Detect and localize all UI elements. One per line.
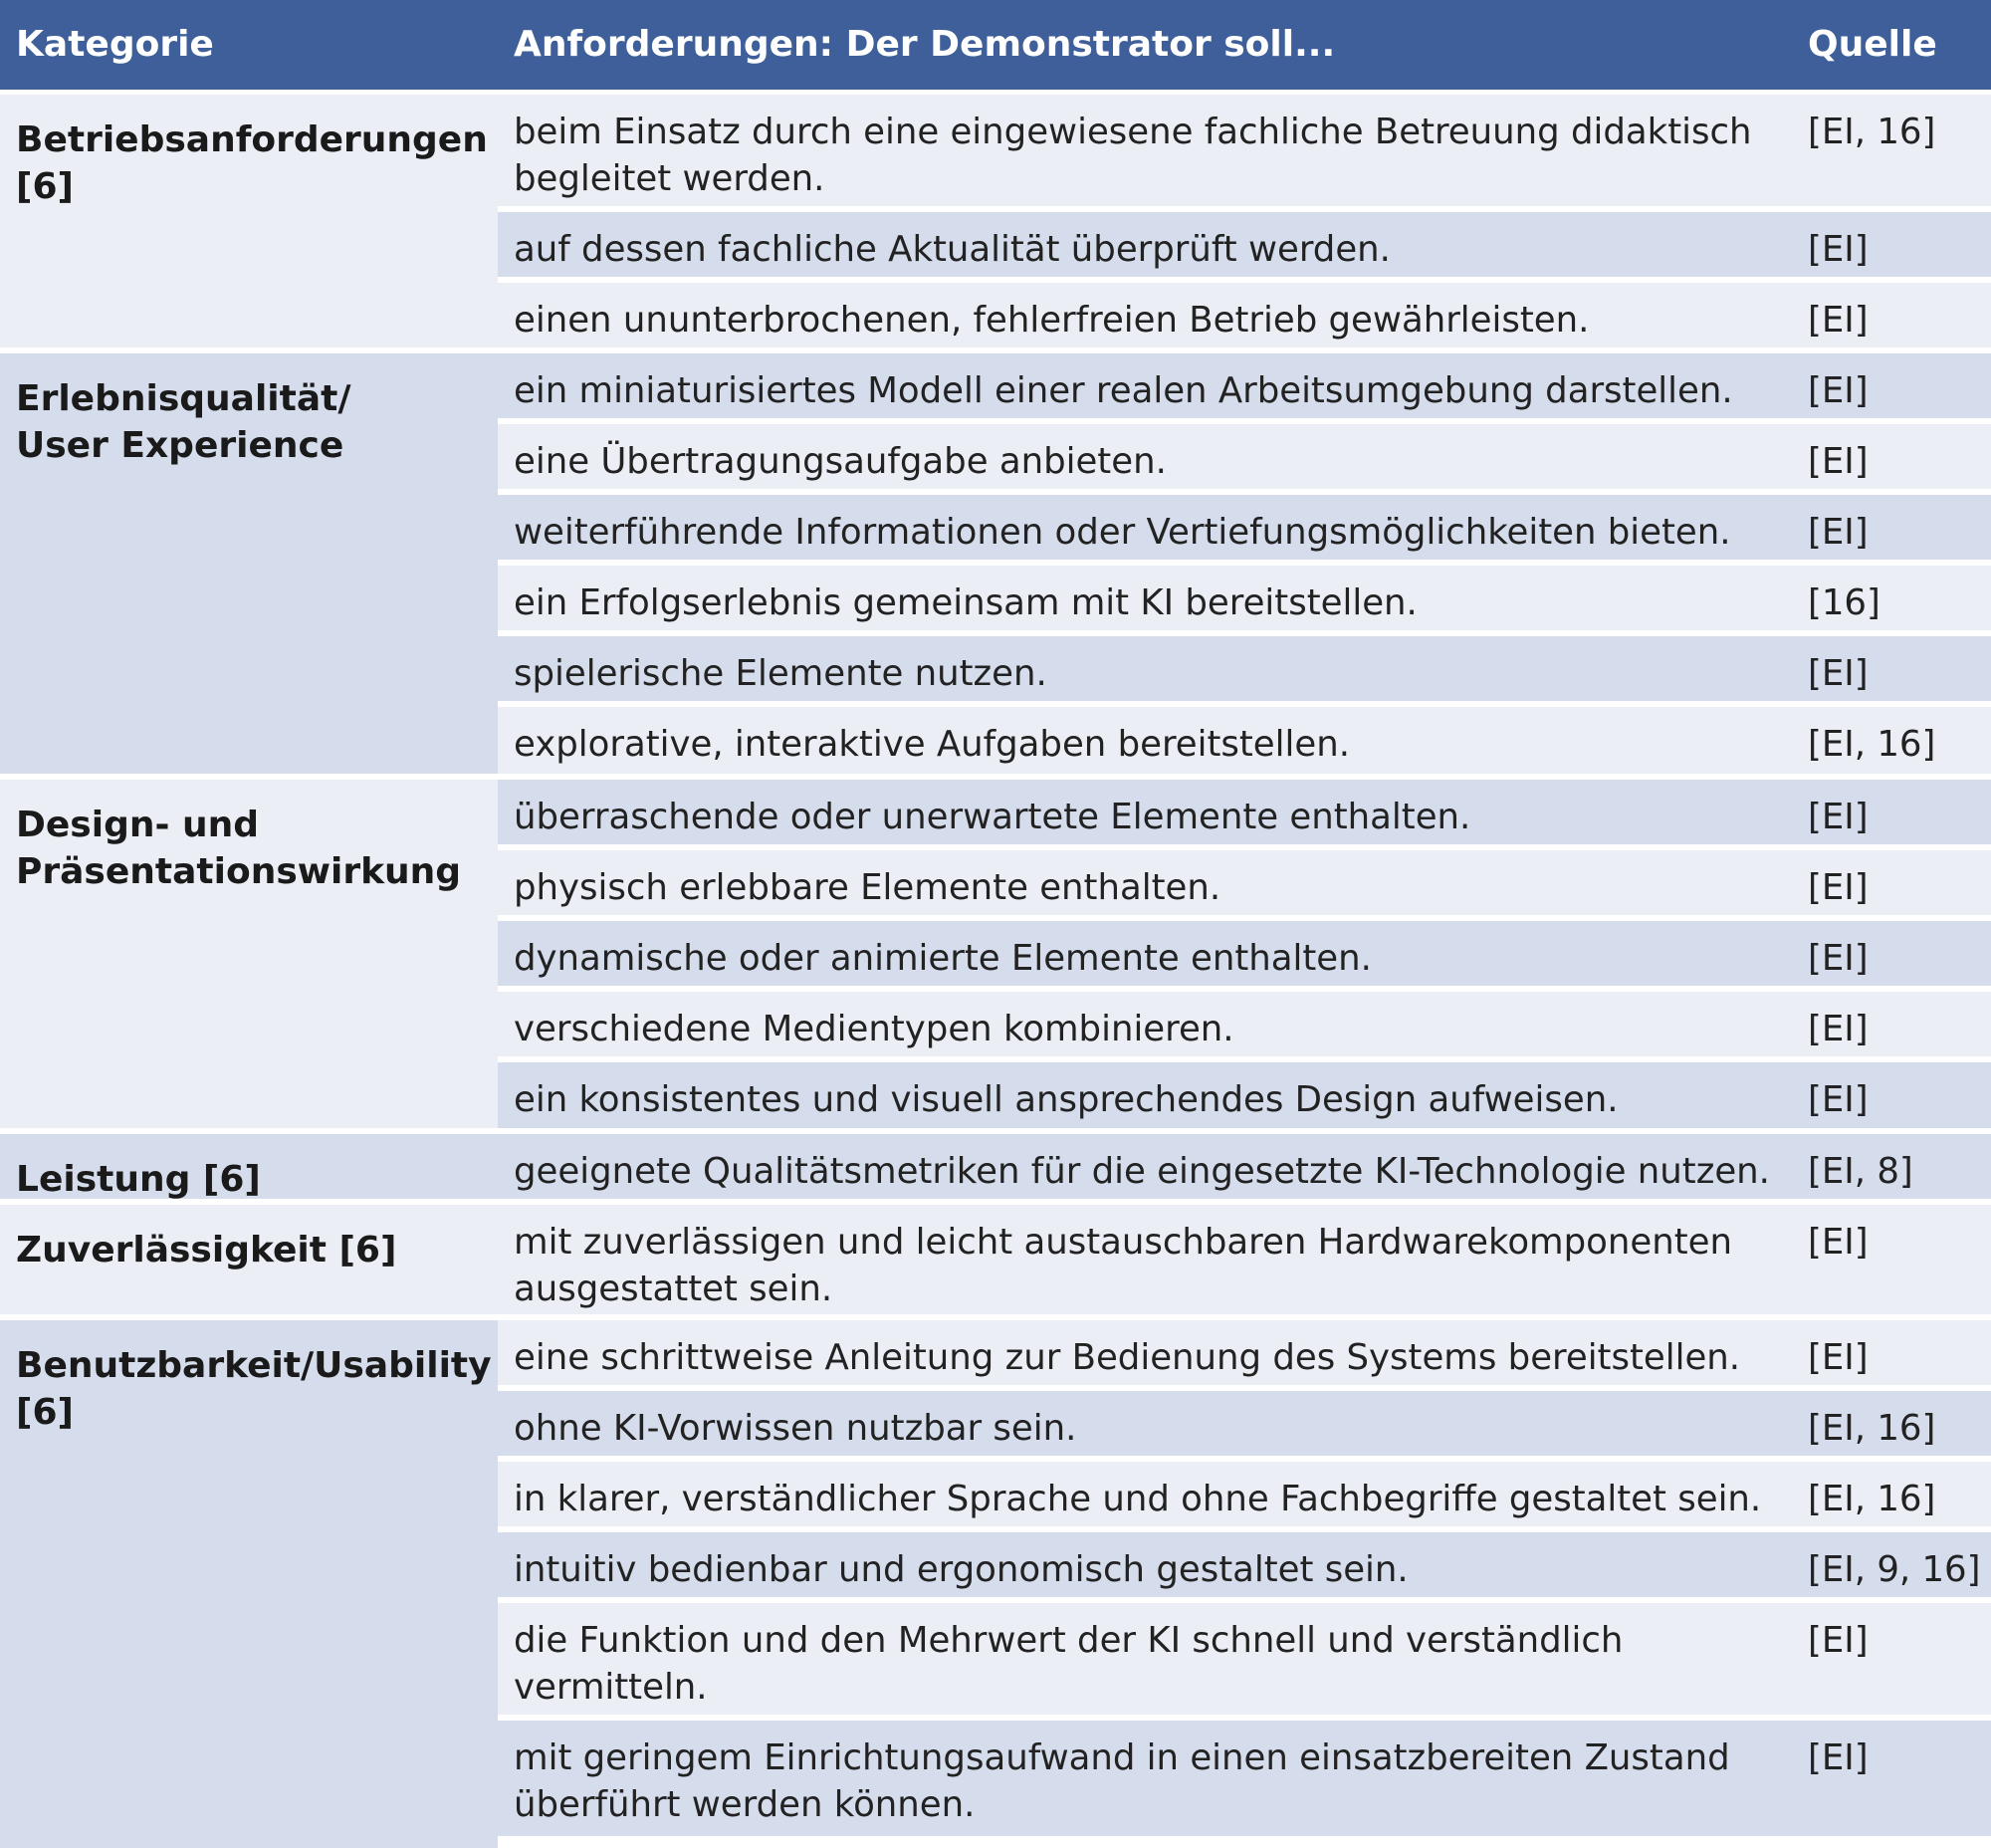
- requirement-text: einen ununterbrochenen, fehlerfreien Betrieb gewährleisten.: [514, 300, 1590, 341]
- table-row: [498, 424, 1991, 489]
- requirement-text: weiterführende Informationen oder Vertiefungsmöglichkeiten bieten.: [514, 512, 1731, 553]
- source-text: [EI, 16]: [1808, 1408, 1936, 1449]
- table-row: [498, 992, 1991, 1056]
- source-text: [EI]: [1808, 1737, 1869, 1778]
- source-text: [EI, 16]: [1808, 724, 1936, 765]
- table-row: [498, 1721, 1991, 1836]
- source-text: [EI]: [1808, 1009, 1869, 1049]
- category-cell: [0, 1134, 498, 1199]
- table-row: [498, 1603, 1991, 1715]
- requirement-text: ein miniaturisiertes Modell einer realen Arbeitsumgebung darstellen.: [514, 370, 1733, 411]
- requirement-text: in klarer, verständlicher Sprache und ohne Fachbegriffe gestaltet sein.: [514, 1479, 1762, 1519]
- table-row: [498, 636, 1991, 701]
- source-text: [EI]: [1808, 1222, 1869, 1263]
- requirement-text: mit geringem Einrichtungsaufwand in einen einsatzbereiten Zustand überführt werden können.: [514, 1737, 1730, 1825]
- category-cell: [0, 780, 498, 1128]
- header-anforderungen: Anforderungen: Der Demonstrator soll...: [514, 24, 1336, 65]
- table-row: [498, 850, 1991, 915]
- requirement-text: physisch erlebbare Elemente enthalten.: [514, 867, 1221, 908]
- source-text: [EI]: [1808, 300, 1869, 341]
- source-text: [EI, 16]: [1808, 1479, 1936, 1519]
- table-row: [498, 1532, 1991, 1597]
- header-quelle: Quelle: [1808, 24, 1937, 65]
- requirement-text: verschiedene Medientypen kombinieren.: [514, 1009, 1234, 1049]
- requirement-text: ohne KI-Vorwissen nutzbar sein.: [514, 1408, 1077, 1449]
- requirement-text: dynamische oder animierte Elemente enthalten.: [514, 938, 1372, 979]
- table-header: [0, 0, 1991, 90]
- source-text: [EI]: [1808, 229, 1869, 270]
- table-row: [498, 566, 1991, 630]
- requirement-text: auf dessen fachliche Aktualität überprüft werden.: [514, 229, 1391, 270]
- source-text: [EI]: [1808, 797, 1869, 837]
- source-text: [16]: [1808, 582, 1880, 623]
- requirement-text: intuitiv bedienbar und ergonomisch gestaltet sein.: [514, 1549, 1409, 1590]
- category-cell: [0, 1320, 498, 1848]
- category-cell: [0, 353, 498, 774]
- requirement-text: explorative, interaktive Aufgaben bereitstellen.: [514, 724, 1350, 765]
- table-row: [498, 1062, 1991, 1128]
- table-row: [498, 212, 1991, 277]
- source-text: [EI]: [1808, 1620, 1869, 1661]
- category-cell: [0, 95, 498, 347]
- category-label: Erlebnisqualität/ User Experience: [16, 378, 351, 466]
- table-row: [498, 495, 1991, 560]
- requirement-text: ein konsistentes und visuell ansprechendes Design aufweisen.: [514, 1079, 1619, 1120]
- source-text: [EI]: [1808, 867, 1869, 908]
- requirement-text: eine schrittweise Anleitung zur Bedienung des Systems bereitstellen.: [514, 1337, 1741, 1378]
- table-row: [498, 780, 1991, 844]
- requirement-text: spielerische Elemente nutzen.: [514, 653, 1047, 694]
- category-label: Design- und Präsentationswirkung: [16, 805, 462, 892]
- table-row: [498, 1320, 1991, 1385]
- category-label: Betriebsanforderungen [6]: [16, 119, 488, 207]
- category-cell: [0, 1205, 498, 1314]
- table-row: [498, 353, 1991, 418]
- requirement-text: eine Übertragungsaufgabe anbieten.: [514, 441, 1167, 482]
- header-kategorie: Kategorie: [16, 24, 214, 65]
- requirement-text: überraschende oder unerwartete Elemente enthalten.: [514, 797, 1471, 837]
- source-text: [EI]: [1808, 370, 1869, 411]
- category-label: Benutzbarkeit/Usability [6]: [16, 1345, 492, 1433]
- source-text: [EI]: [1808, 938, 1869, 979]
- category-label: Zuverlässigkeit [6]: [16, 1230, 397, 1270]
- source-text: [EI, 16]: [1808, 112, 1936, 152]
- table-row: [498, 1205, 1991, 1314]
- table-row: [498, 283, 1991, 347]
- source-text: [EI]: [1808, 441, 1869, 482]
- table-row: [498, 1391, 1991, 1456]
- source-text: [EI]: [1808, 512, 1869, 553]
- table-row: [498, 921, 1991, 986]
- requirement-text: ein Erfolgserlebnis gemeinsam mit KI bereitstellen.: [514, 582, 1418, 623]
- requirement-text: beim Einsatz durch eine eingewiesene fachliche Betreuung didaktisch begleitet werden.: [514, 112, 1752, 199]
- source-text: [EI]: [1808, 1079, 1869, 1120]
- source-text: [EI]: [1808, 653, 1869, 694]
- requirement-text: mit zuverlässigen und leicht austauschbaren Hardwarekomponenten ausgestattet sein.: [514, 1222, 1732, 1309]
- category-label: Leistung [6]: [16, 1159, 261, 1200]
- table-row: [498, 1462, 1991, 1526]
- source-text: [EI, 8]: [1808, 1151, 1913, 1192]
- requirement-text: die Funktion und den Mehrwert der KI schnell und verständlich vermitteln.: [514, 1620, 1624, 1708]
- source-text: [EI, 9, 16]: [1808, 1549, 1981, 1590]
- table-row: [498, 707, 1991, 774]
- requirement-text: geeignete Qualitätsmetriken für die eingesetzte KI-Technologie nutzen.: [514, 1151, 1770, 1192]
- table-row: [498, 95, 1991, 206]
- source-text: [EI]: [1808, 1337, 1869, 1378]
- table-row: [498, 1134, 1991, 1199]
